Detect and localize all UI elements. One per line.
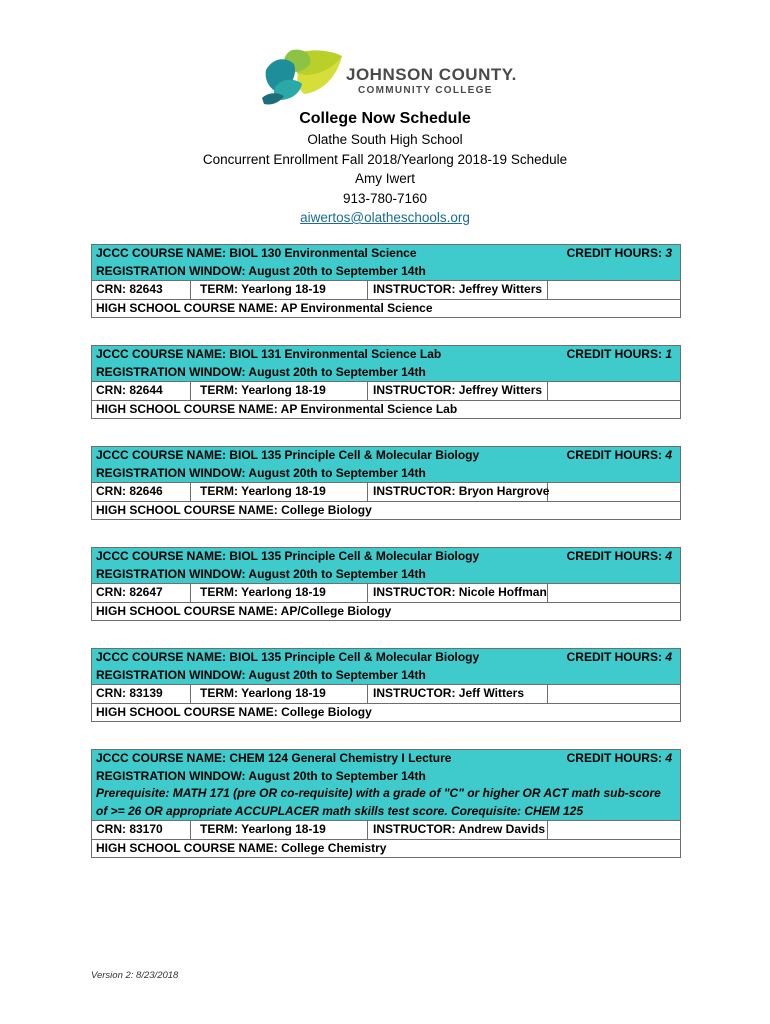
credit-hours: CREDIT HOURS: 3 xyxy=(566,246,672,260)
logo-line1: JOHNSON COUNTY. xyxy=(346,65,517,84)
registration-window: REGISTRATION WINDOW: August 20th to September 14th xyxy=(96,364,426,379)
term: TERM: Yearlong 18-19 xyxy=(191,584,368,602)
instructor: INSTRUCTOR: Bryon Hargrove xyxy=(368,483,548,501)
course-block xyxy=(91,345,681,419)
credit-hours-value: 4 xyxy=(665,650,672,664)
high-school-course-name: HIGH SCHOOL COURSE NAME: AP Environmental Science Lab xyxy=(92,400,680,419)
registration-window: REGISTRATION WINDOW: August 20th to September 14th xyxy=(96,465,426,480)
instructor: INSTRUCTOR: Jeffrey Witters xyxy=(368,281,548,299)
credit-hours-value: 4 xyxy=(665,549,672,563)
crn: CRN: 82647 xyxy=(92,584,191,602)
course-block xyxy=(91,547,681,621)
empty-cell xyxy=(548,584,680,602)
course-block xyxy=(91,648,681,722)
document-header xyxy=(0,108,770,228)
registration-window: REGISTRATION WINDOW: August 20th to September 14th xyxy=(96,768,426,783)
empty-cell xyxy=(548,483,680,501)
high-school-course-name: HIGH SCHOOL COURSE NAME: College Biology xyxy=(92,703,680,722)
crn-row xyxy=(92,583,680,602)
school-name: Olathe South High School xyxy=(307,132,463,147)
college-logo xyxy=(258,44,518,106)
crn: CRN: 82646 xyxy=(92,483,191,501)
credit-hours: CREDIT HOURS: 4 xyxy=(566,448,672,462)
jccc-course-name: JCCC COURSE NAME: BIOL 131 Environmental Science Lab xyxy=(96,347,442,361)
version-footer: Version 2: 8/23/2018 xyxy=(91,970,179,981)
credit-hours: CREDIT HOURS: 4 xyxy=(566,650,672,664)
term: TERM: Yearlong 18-19 xyxy=(191,382,368,400)
course-header xyxy=(92,548,680,583)
course-block xyxy=(91,446,681,520)
crn: CRN: 83139 xyxy=(92,685,191,703)
leaf-logo-icon xyxy=(258,44,348,106)
jccc-course-name: JCCC COURSE NAME: BIOL 135 Principle Cell & Molecular Biology xyxy=(96,650,480,664)
course-header xyxy=(92,447,680,482)
crn: CRN: 82644 xyxy=(92,382,191,400)
credit-hours-value: 3 xyxy=(665,246,672,260)
term: TERM: Yearlong 18-19 xyxy=(191,821,368,839)
credit-hours-value: 4 xyxy=(665,448,672,462)
crn-row xyxy=(92,482,680,501)
course-header xyxy=(92,346,680,381)
instructor: INSTRUCTOR: Jeff Witters xyxy=(368,685,548,703)
instructor: INSTRUCTOR: Nicole Hoffman xyxy=(368,584,548,602)
contact-phone: 913-780-7160 xyxy=(342,190,428,206)
course-block xyxy=(91,749,681,858)
enrollment-line: Concurrent Enrollment Fall 2018/Yearlong 2018-19 Schedule xyxy=(202,151,568,167)
instructor: INSTRUCTOR: Jeffrey Witters xyxy=(368,382,548,400)
high-school-course-name: HIGH SCHOOL COURSE NAME: College Biology xyxy=(92,501,680,520)
credit-hours-value: 4 xyxy=(665,751,672,765)
crn-row xyxy=(92,820,680,839)
registration-window: REGISTRATION WINDOW: August 20th to September 14th xyxy=(96,667,426,682)
crn: CRN: 82643 xyxy=(92,281,191,299)
high-school-course-name: HIGH SCHOOL COURSE NAME: College Chemistry xyxy=(92,839,680,858)
jccc-course-name: JCCC COURSE NAME: BIOL 135 Principle Cell & Molecular Biology xyxy=(96,549,480,563)
instructor: INSTRUCTOR: Andrew Davids xyxy=(368,821,548,839)
crn-row xyxy=(92,280,680,299)
course-header xyxy=(92,649,680,684)
crn-row xyxy=(92,684,680,703)
course-header xyxy=(92,245,680,280)
college-wordmark xyxy=(346,66,517,96)
jccc-course-name: JCCC COURSE NAME: BIOL 130 Environmental Science xyxy=(96,246,417,260)
credit-hours: CREDIT HOURS: 4 xyxy=(566,751,672,765)
registration-window: REGISTRATION WINDOW: August 20th to September 14th xyxy=(96,263,426,278)
page-title: College Now Schedule xyxy=(299,110,471,127)
course-header xyxy=(92,750,680,820)
contact-email-link[interactable]: aiwertos@olatheschools.org xyxy=(300,210,470,225)
jccc-course-name: JCCC COURSE NAME: BIOL 135 Principle Cell & Molecular Biology xyxy=(96,448,480,462)
term: TERM: Yearlong 18-19 xyxy=(191,483,368,501)
term: TERM: Yearlong 18-19 xyxy=(191,685,368,703)
empty-cell xyxy=(548,821,680,839)
contact-name: Amy Iwert xyxy=(354,171,415,186)
credit-hours: CREDIT HOURS: 4 xyxy=(566,549,672,563)
course-block xyxy=(91,244,681,318)
prerequisite-note: Prerequisite: MATH 171 (pre OR co-requisite) with a grade of "C" or higher OR ACT math sub-score of >= 26 OR appropriate ACCUPLACER math skills test score. Corequisite: CHEM 125 xyxy=(96,786,661,818)
high-school-course-name: HIGH SCHOOL COURSE NAME: AP/College Biology xyxy=(92,602,680,621)
term: TERM: Yearlong 18-19 xyxy=(191,281,368,299)
high-school-course-name: HIGH SCHOOL COURSE NAME: AP Environmental Science xyxy=(92,299,680,318)
credit-hours-value: 1 xyxy=(665,347,672,361)
crn-row xyxy=(92,381,680,400)
logo-line2: COMMUNITY COLLEGE xyxy=(358,85,493,96)
empty-cell xyxy=(548,281,680,299)
crn: CRN: 83170 xyxy=(92,821,191,839)
empty-cell xyxy=(548,685,680,703)
empty-cell xyxy=(548,382,680,400)
registration-window: REGISTRATION WINDOW: August 20th to September 14th xyxy=(96,566,426,581)
jccc-course-name: JCCC COURSE NAME: CHEM 124 General Chemistry I Lecture xyxy=(96,751,452,765)
credit-hours: CREDIT HOURS: 1 xyxy=(566,347,672,361)
